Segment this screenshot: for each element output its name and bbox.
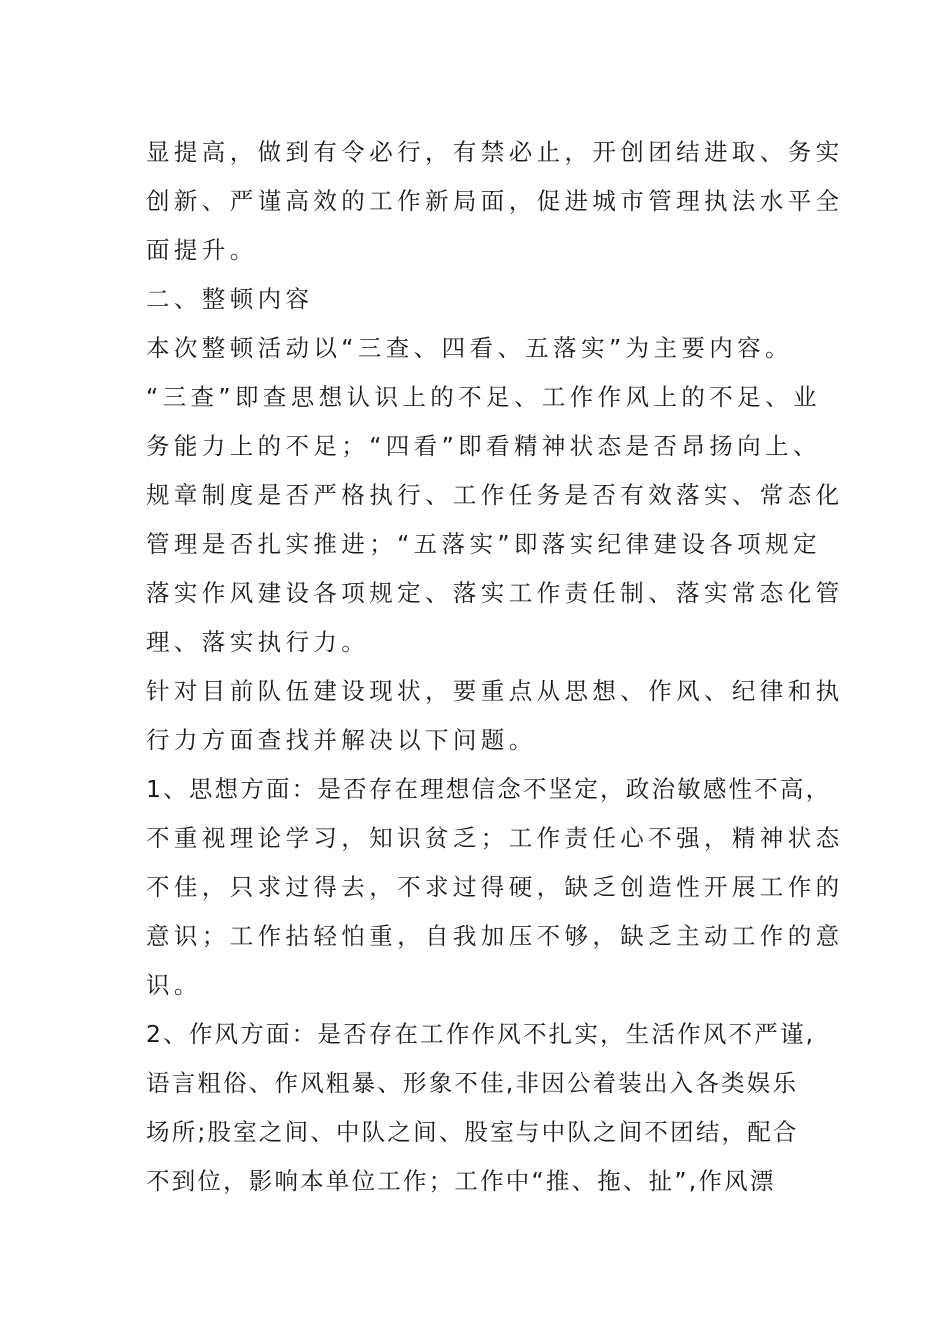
text-line: 落实作风建设各项规定、落实工作责任制、落实常态化管 [146, 579, 844, 607]
text-line: 创新、严谨高效的工作新局面，促进城市管理执法水平全 [146, 187, 844, 215]
text-line: 管理是否扎实推进；“五落实”即落实纪律建设各项规定 [146, 530, 821, 558]
section-heading: 二、整顿内容 [146, 285, 314, 313]
text-line: 行力方面查找并解决以下问题。 [146, 726, 537, 754]
text-line: “三查”即查思想认识上的不足、工作作风上的不足、业 [146, 383, 821, 411]
list-item-1-line: 1、思想方面：是否存在理想信念不坚定，政治敏感性不高， [146, 775, 832, 803]
list-item-2-line: 2、作风方面：是否存在工作作风不扎实，生活作风不严谨, [146, 1020, 816, 1048]
text-line: 面提升。 [146, 236, 258, 264]
text-line: 意识；工作拈轻怕重，自我加压不够，缺乏主动工作的意 [146, 922, 844, 950]
text-line: 规章制度是否严格执行、工作任务是否有效落实、常态化 [146, 481, 844, 509]
text-line: 显提高，做到有令必行，有禁必止，开创团结进取、务实 [146, 138, 844, 166]
text-line: 不佳，只求过得去，不求过得硬，缺乏创造性开展工作的 [146, 873, 844, 901]
document-body [146, 128, 846, 1206]
text-line: 场所;股室之间、中队之间、股室与中队之间不团结，配合 [146, 1118, 799, 1146]
text-line: 语言粗俗、作风粗暴、形象不佳,非因公着装出入各类娱乐 [146, 1069, 799, 1097]
text-line: 不到位，影响本单位工作；工作中“推、拖、扯”,作风漂 [146, 1167, 776, 1195]
text-line: 务能力上的不足；“四看”即看精神状态是否昂扬向上、 [146, 432, 821, 460]
text-line: 识。 [146, 971, 202, 999]
text-line: 针对目前队伍建设现状，要重点从思想、作风、纪律和执 [146, 677, 844, 705]
text-line: 理、落实执行力。 [146, 628, 370, 656]
text-line: 不重视理论学习，知识贫乏；工作责任心不强，精神状态 [146, 824, 844, 852]
text-line: 本次整顿活动以“三查、四看、五落实”为主要内容。 [146, 334, 793, 362]
